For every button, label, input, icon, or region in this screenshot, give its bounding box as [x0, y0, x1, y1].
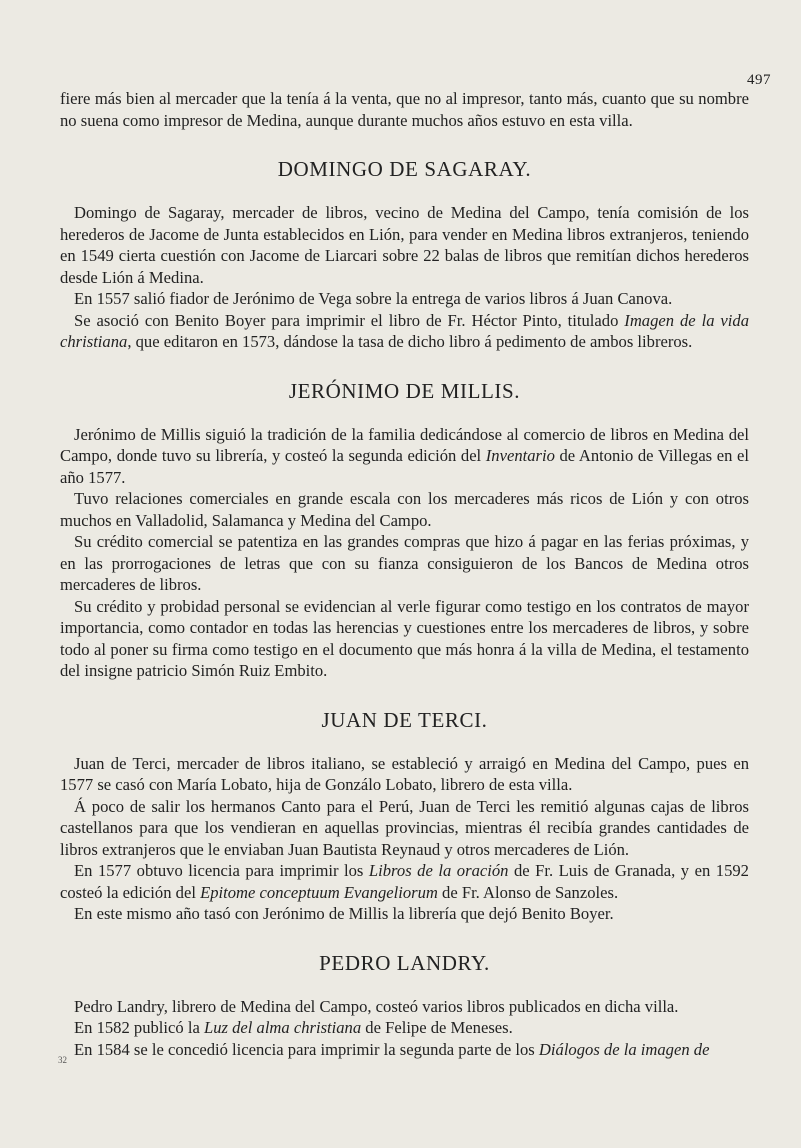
paragraph: Pedro Landry, librero de Medina del Campo, costeó varios libros publicados en dicha villa.: [74, 996, 679, 1016]
paragraph: Juan de Terci, mercader de libros italiano, se estableció y arraigó en Medina del Campo, pues en 1577 se casó con María Lobato, hija de Gonzálo Lobato, librero de esta villa.: [60, 753, 749, 794]
paragraph: En 1577 obtuvo licencia para imprimir los Libros de la oración de Fr. Luis de Granada, y en 1592 costeó la edición del Epitome conceptuum Evangeliorum de Fr. Alonso de Sanzoles.: [60, 861, 749, 902]
section-heading-terci: JUAN DE TERCI.: [321, 707, 488, 732]
paragraph: Se asoció con Benito Boyer para imprimir el libro de Fr. Héctor Pinto, titulado Imagen de la vida christiana, que editaron en 1573, dándose la tasa de dicho libro á pedimento de ambos libreros.: [60, 310, 749, 351]
paragraph: Su crédito comercial se patentiza en las grandes compras que hizo á pagar en las ferias próximas, y en las prorrogaciones de letras que con su fianza consiguieron de los Bancos de Medina otros mercaderes de libros.: [60, 532, 749, 594]
page-number: 497: [747, 72, 771, 88]
book-title: Inventario: [485, 446, 555, 465]
paragraph: En 1582 publicó la Luz del alma christiana de Felipe de Meneses.: [74, 1018, 513, 1037]
paragraph: Su crédito y probidad personal se evidencian al verle figurar como testigo en los contratos de mayor importancia, como contador en todas las herencias y cuestiones entre los mercaderes de libros, y sobre todo al poner su firma como testigo en el documento que más honra á la villa de Medina, el testamento del insigne patricio Simón Ruiz Embito.: [60, 596, 749, 680]
book-title: Diálogos de la imagen de: [538, 1039, 710, 1059]
paragraph: Domingo de Sagaray, mercader de libros, vecino de Medina del Campo, tenía comisión de los herederos de Jacome de Junta establecidos en Lión, para vender en Medina libros extranjeros, teniendo en 1549 cierta cuestión con Jacome de Liarcari sobre 22 balas de libros que remitían dichos herederos desde Lión á Medina.: [60, 203, 749, 287]
paragraph: En este mismo año tasó con Jerónimo de Millis la librería que dejó Benito Boyer.: [74, 904, 614, 923]
paragraph: Jerónimo de Millis siguió la tradición de la familia dedicándose al comercio de libros en Medina del Campo, donde tuvo su librería, y costeó la segunda edición del Inventario de Antonio de Villegas en el año 1577.: [60, 424, 749, 487]
section-heading-landry: PEDRO LANDRY.: [319, 950, 490, 975]
paragraph: Tuvo relaciones comerciales en grande escala con los mercaderes más ricos de Lión y con otros muchos en Valladolid, Salamanca y Medina del Campo.: [60, 489, 749, 530]
printer-signature-mark: 32: [58, 1055, 67, 1065]
page-body: [60, 88, 749, 1060]
paragraph: En 1584 se le concedió licencia para imprimir la segunda parte de los Diálogos de la imagen de: [74, 1039, 710, 1059]
section-heading-millis: JERÓNIMO DE MILLIS.: [288, 378, 521, 403]
book-title: Imagen de la vida christiana: [60, 310, 749, 351]
intro-paragraph: fiere más bien al mercader que la tenía á la venta, que no al impresor, tanto más, cuanto que su nombre no suena como impresor de Medina, aunque durante muchos años estuvo en esta villa.: [60, 89, 749, 130]
book-title: Epitome conceptuum Evangeliorum: [200, 882, 438, 902]
book-title: Libros de la oración: [368, 861, 509, 880]
section-heading-sagaray: DOMINGO DE SAGARAY.: [277, 157, 532, 181]
book-title: Luz del alma christiana: [203, 1018, 362, 1037]
paragraph: En 1557 salió fiador de Jerónimo de Vega sobre la entrega de varios libros á Juan Canova.: [74, 289, 673, 308]
paragraph: Á poco de salir los hermanos Canto para el Perú, Juan de Terci les remitió algunas cajas de libros castellanos para que los vendieran en aquellas provincias, mientras él recibía grandes cantidades de libros extranjeros que le enviaban Juan Bautista Reynaud y otros mercaderes de Lión.: [60, 796, 749, 859]
